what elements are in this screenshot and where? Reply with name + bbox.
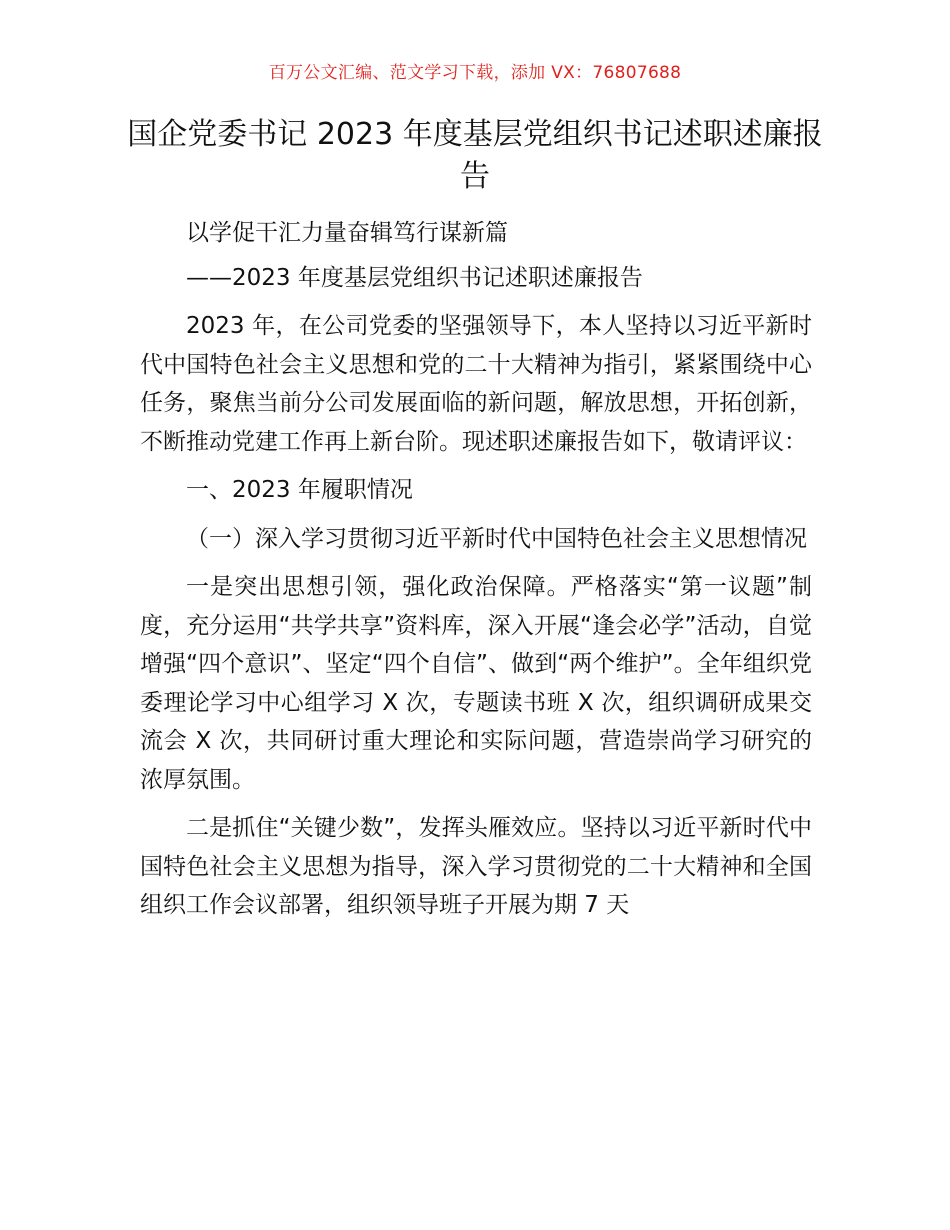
subtitle: 以学促干汇力量奋辑笃行谋新篇 bbox=[186, 220, 508, 246]
document-title: 国企党委书记 2023 年度基层党组织书记述职述廉报告 bbox=[127, 117, 823, 194]
point-paragraph-1: 一是突出思想引领，强化政治保障。严格落实“第一议题”制度，充分运用“共学共享”资料库，深入开展“逢会必学”活动，自觉增强“四个意识”、坚定“四个自信”、做到“两个维护”。全年组织党委理论学习中心组学习 X 次，专题读书班 X 次，组织调研成果交流会 X 次，共同研讨重大理论和实际问题，营造崇尚学习研究的浓厚氛围。 bbox=[140, 574, 812, 793]
section-heading-1: 一、2023 年履职情况 bbox=[186, 477, 413, 503]
intro-paragraph: 2023 年，在公司党委的坚强领导下，本人坚持以习近平新时代中国特色社会主义思想和党的二十大精神为指引，紧紧围绕中心任务，聚焦当前分公司发展面临的新问题，解放思想，开拓创新，不断推动党建工作再上新台阶。现述职述廉报告如下，敬请评议： bbox=[140, 313, 812, 455]
point-paragraph-2: 二是抓住“关键少数”，发挥头雁效应。坚持以习近平新时代中国特色社会主义思想为指导，深入学习贯彻党的二十大精神和全国组织工作会议部署，组织领导班子开展为期 7 天 bbox=[140, 815, 812, 918]
subtitle-secondary: ——2023 年度基层党组织书记述职述廉报告 bbox=[186, 264, 643, 291]
header-watermark-note: 百万公文汇编、范文学习下载，添加 VX：76807688 bbox=[268, 63, 682, 83]
document-body bbox=[140, 214, 812, 935]
subsection-heading-1: （一）深入学习贯彻习近平新时代中国特色社会主义思想情况 bbox=[186, 525, 807, 552]
